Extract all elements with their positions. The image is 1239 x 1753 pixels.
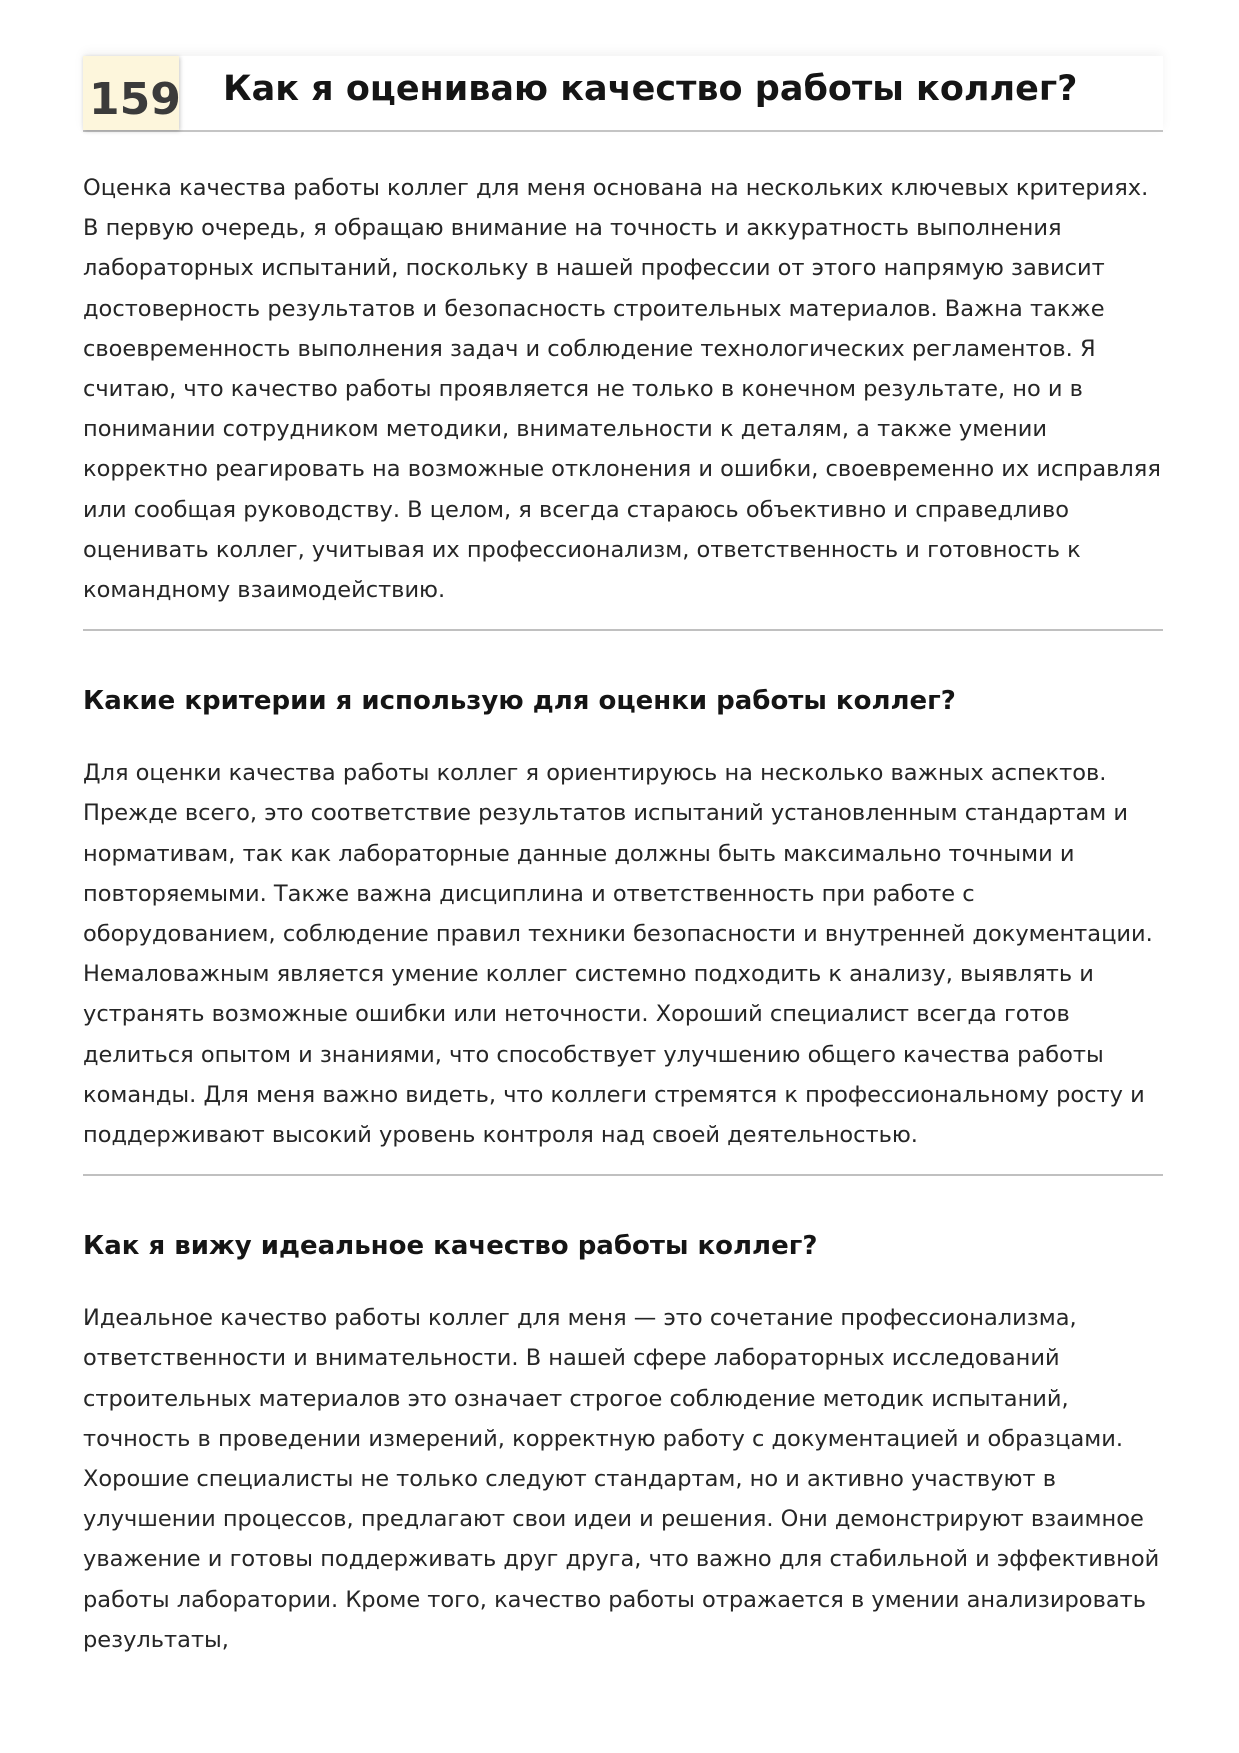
question-number-badge <box>83 56 179 130</box>
ideal-paragraph: Идеальное качество работы коллег для меня — это сочетание профессионализма, ответственности и внимательности. В нашей сфере лабораторных исследований строительных материалов это означает строгое соблюдение методик испытаний, точность в проведении измерений, корректную работу с документацией и образцами. Хорошие специалисты не только следуют стандартам, но и активно участвуют в улучшении процессов, предлагают свои идеи и решения. Они демонстрируют взаимное уважение и готовы поддерживать друг друга, что важно для стабильной и эффективной работы лаборатории. Кроме того, качество работы отражается в умении анализировать результаты, <box>83 1305 1160 1653</box>
document-body <box>83 168 1163 1660</box>
section-title-criteria: Какие критерии я использую для оценки работы коллег? <box>83 686 956 717</box>
section-divider <box>83 1174 1163 1176</box>
question-number: 159 <box>89 74 181 125</box>
criteria-paragraph: Для оценки качества работы коллег я ориентируюсь на несколько важных аспектов. Прежде всего, это соответствие результатов испытаний установленным стандартам и нормативам, так как лабораторные данные должны быть максимально точными и повторяемыми. Также важна дисциплина и ответственность при работе с оборудованием, соблюдение правил техники безопасности и внутренней документации. Немаловажным является умение коллег системно подходить к анализу, выявлять и устранять возможные ошибки или неточности. Хороший специалист всегда готов делиться опытом и знаниями, что способствует улучшению общего качества работы команды. Для меня важно видеть, что коллеги стремятся к профессиональному росту и поддерживают высокий уровень контроля над своей деятельностью. <box>83 760 1153 1149</box>
page-title: Как я оцениваю качество работы коллег? <box>223 69 1078 109</box>
section-divider <box>83 629 1163 631</box>
intro-paragraph: Оценка качества работы коллег для меня основана на нескольких ключевых критериях. В первую очередь, я обращаю внимание на точность и аккуратность выполнения лабораторных испытаний, поскольку в нашей профессии от этого напрямую зависит достоверность результатов и безопасность строительных материалов. Важна также своевременность выполнения задач и соблюдение технологических регламентов. Я считаю, что качество работы проявляется не только в конечном результате, но и в понимании сотрудником методики, внимательности к деталям, а также умении корректно реагировать на возможные отклонения и ошибки, своевременно их исправляя или сообщая руководству. В целом, я всегда стараюсь объективно и справедливо оценивать коллег, учитывая их профессионализм, ответственность и готовность к командному взаимодействию. <box>83 175 1161 604</box>
section-title-ideal: Как я вижу идеальное качество работы коллег? <box>83 1231 818 1262</box>
page-header <box>83 56 1163 132</box>
